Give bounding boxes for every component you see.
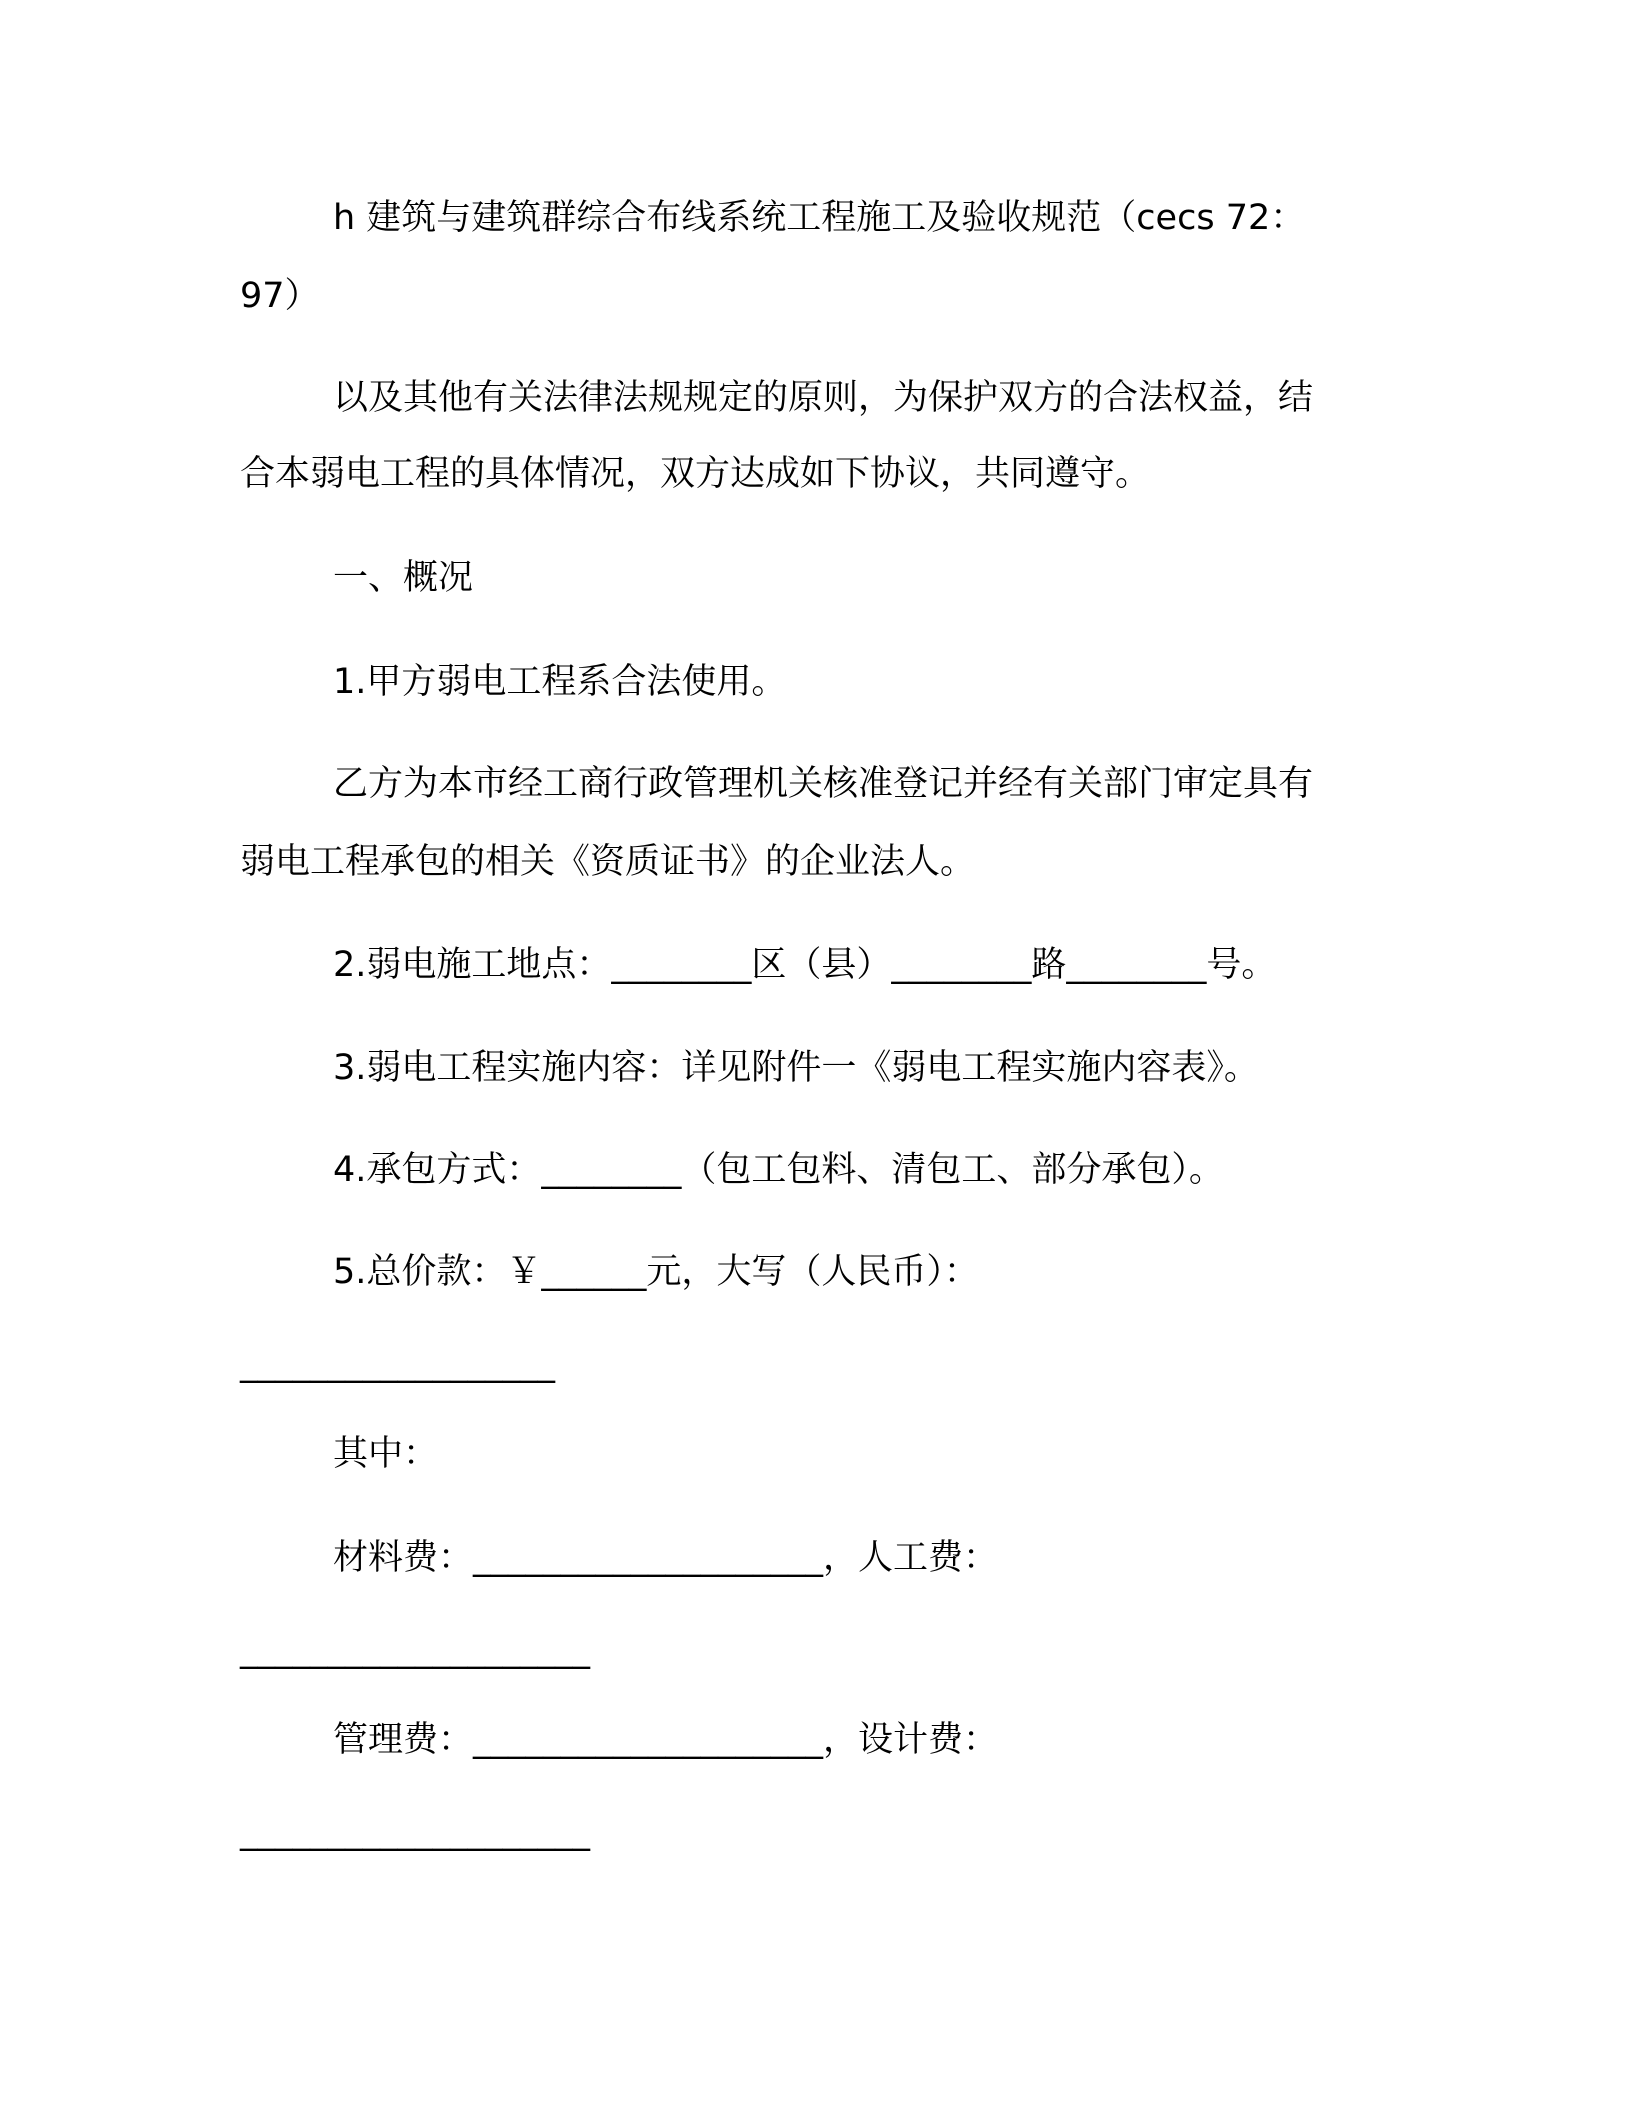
party-b-paragraph-continuation: 弱电工程承包的相关《资质证书》的企业法人。	[240, 842, 976, 882]
principle-paragraph-continuation: 合本弱电工程的具体情况，双方达成如下协议，共同遵守。	[240, 454, 1151, 494]
section-heading-overview: 一、概况	[333, 558, 474, 598]
standard-reference-line: h 建筑与建筑群综合布线系统工程施工及验收规范（cecs 72：	[333, 198, 1306, 238]
clause-3-implementation-content: 3.弱电工程实施内容：详见附件一《弱电工程实施内容表》。	[333, 1048, 1259, 1088]
design-fee-blank-line: ____________________	[240, 1812, 590, 1852]
clause-4-contract-method: 4.承包方式：________（包工包料、清包工、部分承包）。	[333, 1150, 1224, 1190]
management-design-fee-line: 管理费：____________________，设计费：	[333, 1720, 999, 1760]
breakdown-heading: 其中：	[333, 1434, 439, 1474]
clause-5-total-price: 5.总价款：￥______元，大写（人民币）：	[333, 1252, 979, 1292]
labor-fee-blank-line: ____________________	[240, 1630, 590, 1670]
material-labor-fee-line: 材料费：____________________，人工费：	[333, 1538, 999, 1578]
clause-2-construction-site: 2.弱电施工地点：________区（县）________路________号。	[333, 945, 1277, 985]
party-b-paragraph-line: 乙方为本市经工商行政管理机关核准登记并经有关部门审定具有	[333, 764, 1314, 804]
standard-reference-continuation: 97）	[240, 276, 320, 316]
clause-1-text: 1.甲方弱电工程系合法使用。	[333, 662, 787, 702]
total-price-blank-line: __________________	[240, 1344, 555, 1384]
principle-paragraph-line: 以及其他有关法律法规规定的原则，为保护双方的合法权益，结	[333, 378, 1314, 418]
